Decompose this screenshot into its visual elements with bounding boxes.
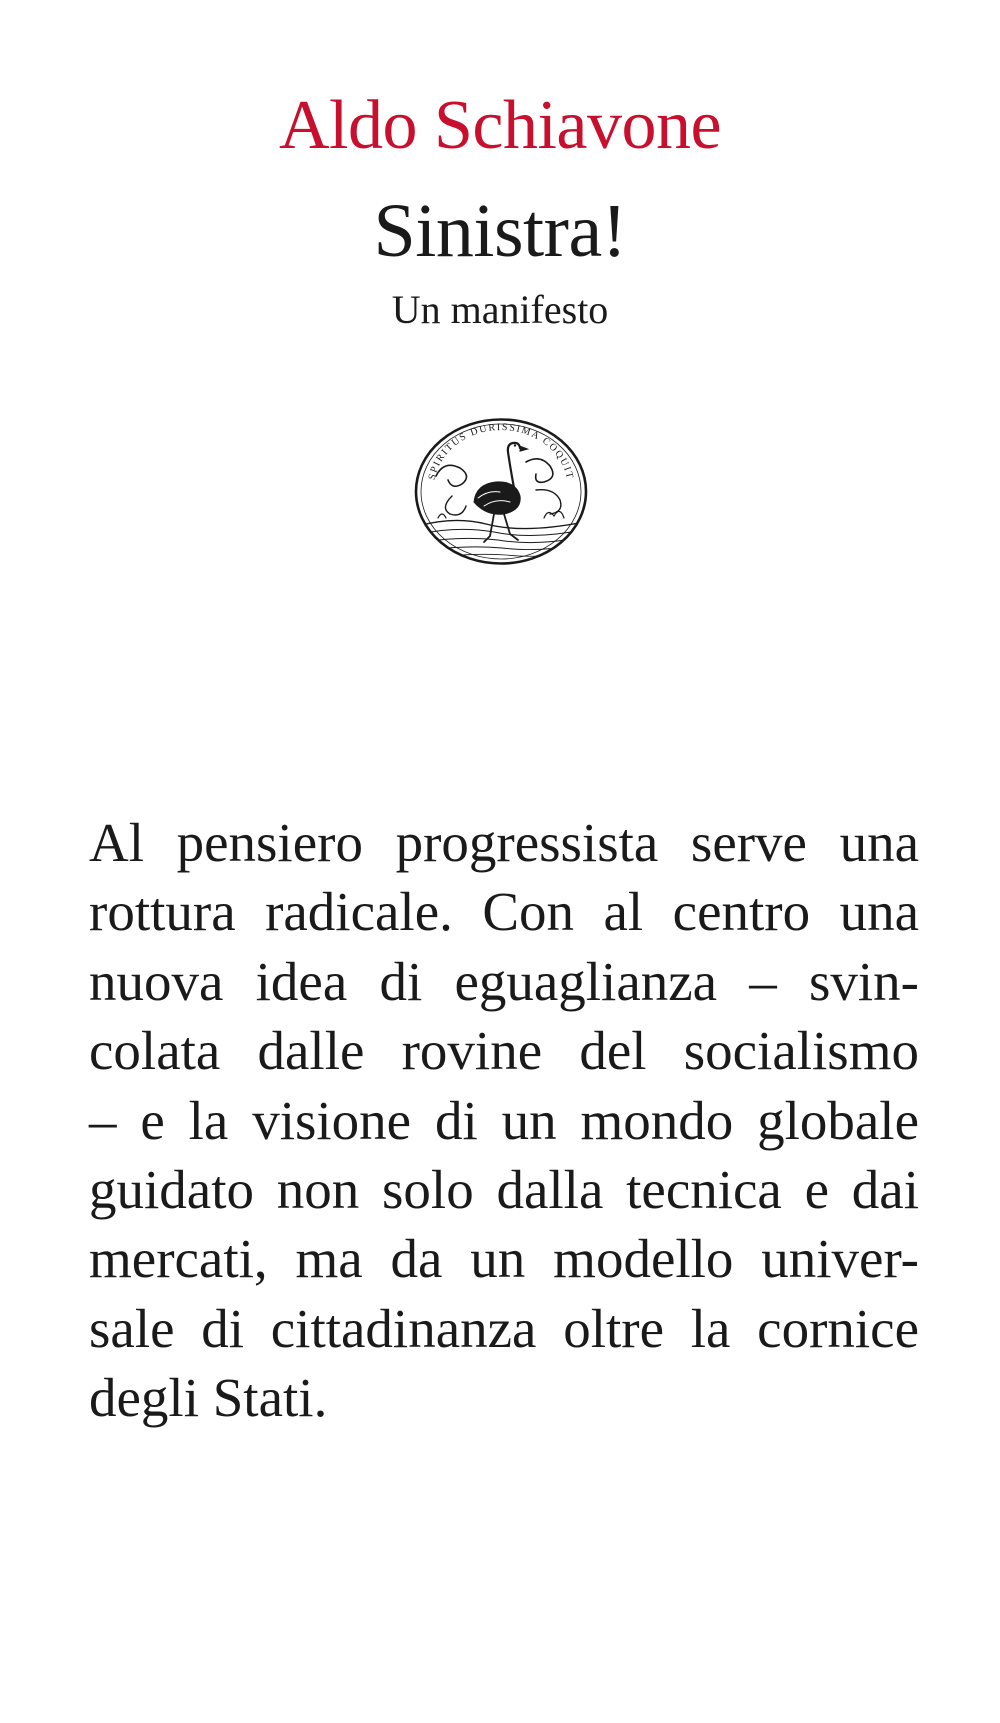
blurb-line: guidato non solo dalla tecnica e dai — [89, 1158, 919, 1220]
blurb-line: Al pensiero progressista serve una — [89, 812, 919, 873]
book-subtitle: Un manifesto — [391, 287, 609, 332]
blurb-line: degli Stati. — [89, 1367, 328, 1429]
book-title: Sinistra! — [373, 189, 627, 273]
blurb-line: colata dalle rovine del socialismo — [89, 1020, 919, 1082]
blurb-line: rottura radicale. Con al centro una — [89, 881, 919, 943]
author-name: Aldo Schiavone — [278, 87, 722, 164]
blurb-line: nuova idea di eguaglianza – svin- — [89, 950, 919, 1012]
ostrich-emblem-icon — [414, 418, 588, 565]
emblem-motto: SPIRITUS DURISSIMA COQUIT — [426, 421, 576, 481]
blurb-line: sale di cittadinanza oltre la cornice — [89, 1297, 919, 1359]
blurb-text — [89, 808, 919, 1433]
blurb-line: – e la visione di un mondo globale — [89, 1089, 919, 1151]
blurb-line: mercati, ma da un modello univer- — [89, 1228, 919, 1290]
